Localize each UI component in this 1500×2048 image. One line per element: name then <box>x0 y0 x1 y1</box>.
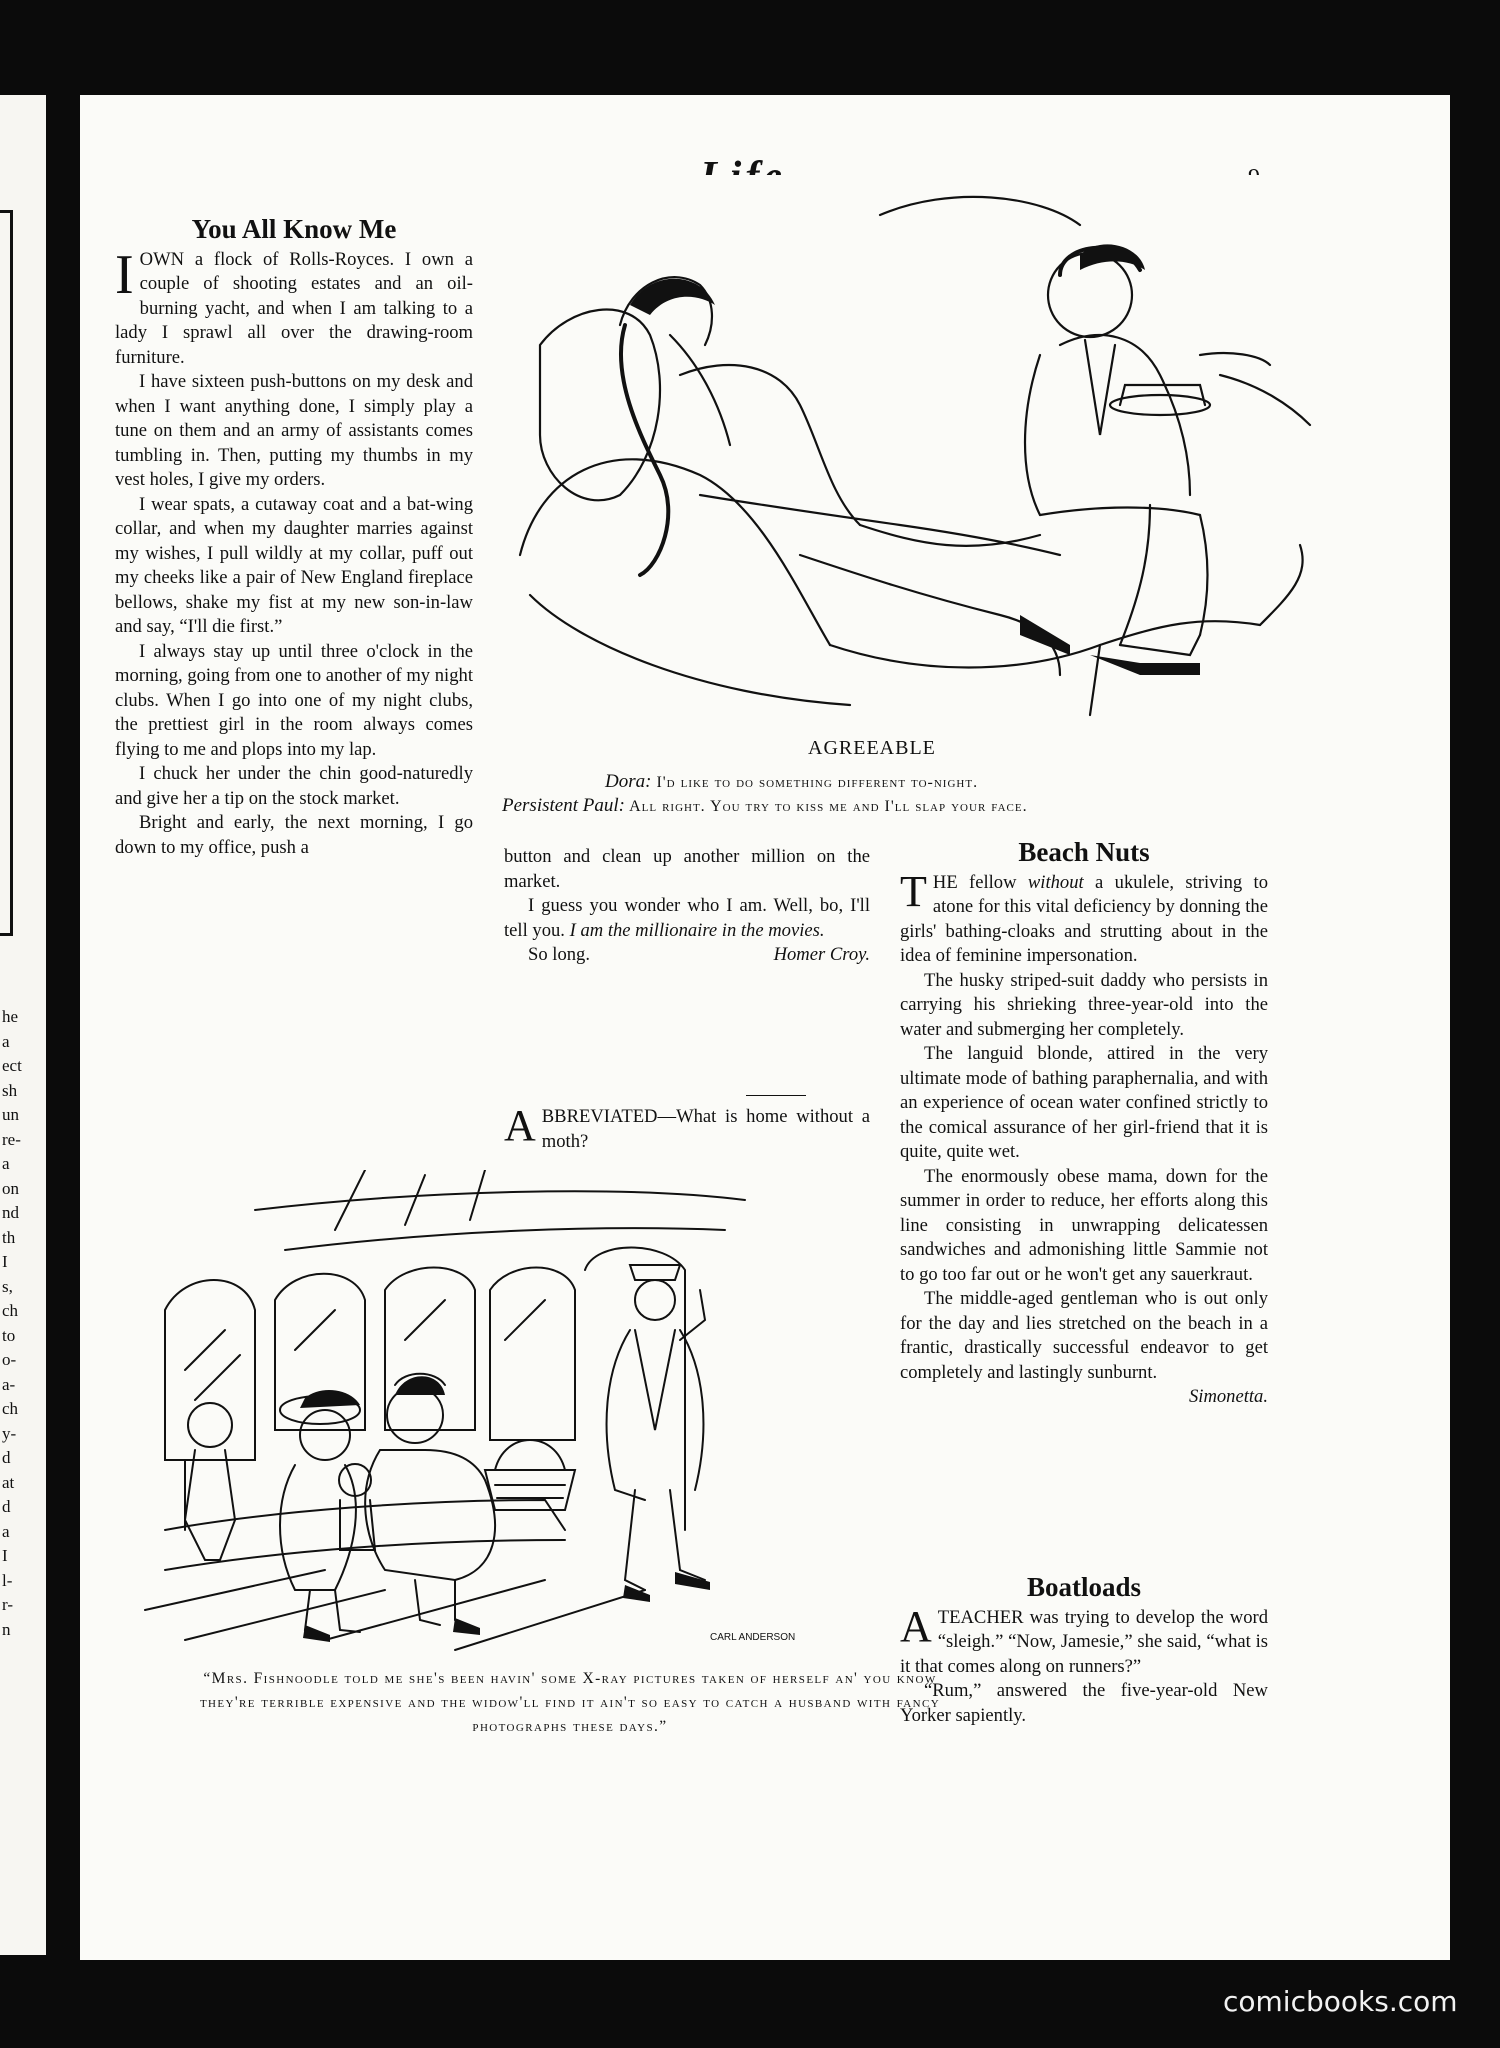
previous-page-fragment: ect <box>2 1056 22 1075</box>
previous-page-fragment: sh <box>2 1080 18 1100</box>
previous-page-fragment: I <box>2 1546 8 1565</box>
previous-page-frame <box>0 210 13 936</box>
divider <box>746 1095 806 1096</box>
article-paragraph: IOWN a flock of Rolls-Royces. I own a couple of shooting estates and an oil-burning yacht, and when I am talking to a lady I sprawl all over the drawing-room furniture. <box>115 243 473 368</box>
article-boatloads <box>900 1572 1268 1728</box>
caption-line-dora: Dora: I'd like to do something different to-night. <box>605 771 979 792</box>
previous-page-fragment: l- <box>2 1570 13 1590</box>
illustration-title: AGREEABLE <box>808 737 936 759</box>
article-paragraph: button and clean up another million on the market. <box>504 846 870 892</box>
page-number: 9 <box>1248 165 1260 191</box>
article-paragraph: I guess you wonder who I am. Well, bo, I'll tell you. I am the millionaire in the movies. <box>504 895 870 941</box>
drop-cap: T <box>900 866 927 916</box>
previous-page-fragment: r- <box>2 1595 13 1614</box>
article-signoff: So long. Homer Croy. <box>528 944 870 965</box>
article-title: You All Know Me <box>191 214 397 244</box>
previous-page-fragment: a- <box>2 1374 16 1394</box>
article-you-all-know-me <box>115 214 473 860</box>
previous-page-fragment: d <box>2 1448 11 1467</box>
article-paragraph: I wear spats, a cutaway coat and a bat-wing collar, and when my daughter marries against my wishes, I pull wildly at my collar, puff out my cheeks like a pair of New England fireplace bellows, shake my fist at my new son-in-law and say, “I'll die first.” <box>115 493 473 637</box>
previous-page-fragment: ch <box>2 1301 19 1320</box>
previous-page-fragment: n <box>2 1619 11 1639</box>
drop-cap: A <box>504 1101 536 1150</box>
masthead: Life <box>700 154 786 200</box>
previous-page-fragment: at <box>2 1472 15 1492</box>
article-paragraph: The middle-aged gentleman who is out only for the day and lies stretched on the beach in a frantic, drastically successful endeavor to get completely and lastingly sunburnt. <box>900 1288 1268 1383</box>
previous-page-fragment: a <box>2 1031 10 1051</box>
article-beach-nuts <box>900 837 1269 1410</box>
previous-page-fragment: a <box>2 1154 10 1173</box>
previous-page-fragment: th <box>2 1227 16 1247</box>
previous-page-fragment: a <box>2 1521 10 1541</box>
article-paragraph: The husky striped-suit daddy who persists in carrying his shrieking three-year-old into the water and submerging her completely. <box>900 969 1268 1040</box>
article-paragraph: I always stay up until three o'clock in the morning, going from one to another of my night clubs. When I go into one of my night clubs, the prettiest girl in the room always comes flying to me and plops into my lap. <box>115 640 473 760</box>
previous-page-fragment: un <box>2 1105 19 1124</box>
previous-page-fragment: d <box>2 1497 11 1516</box>
previous-page-fragment: o- <box>2 1350 17 1369</box>
previous-page-fragment: I <box>2 1252 8 1271</box>
cartoon-caption: “Mrs. Fishnoodle told me she's been havin' some X-ray pictures taken of herself an' you know they're terrible expensive and the widow'll find it ain't so easy to catch a husband with fancy photographs these days.” <box>199 1670 941 1735</box>
cartoon-signature: CARL ANDERSON <box>710 1632 796 1643</box>
previous-page-fragment: he <box>2 1007 19 1026</box>
article-paragraph: THE fellow without a ukulele, striving to atone for this vital deficiency by donning the girls' bathing-cloaks and strutting about in the idea of feminine impersonation. <box>900 866 1269 966</box>
illustration-couple-on-sofa <box>500 175 1350 725</box>
article-paragraph: The languid blonde, attired in the very ultimate mode of bathing paraphernalia, and with an experience of ocean water confined strictly to the comical assurance of her girl-friend that it is quite, quite wet. <box>900 1043 1268 1162</box>
magazine-page <box>80 95 1450 1960</box>
article-paragraph: ATEACHER was trying to develop the word “sleigh.” “Now, Jamesie,” she said, “what is it that comes along on runners?” <box>900 1601 1268 1677</box>
article-paragraph: Bright and early, the next morning, I go down to my office, push a <box>115 812 473 858</box>
previous-page-fragment: s, <box>2 1276 13 1296</box>
abbreviated-text: BBREVIATED—What is home without a moth? <box>541 1106 870 1152</box>
article-title: Boatloads <box>1026 1572 1142 1602</box>
article-author: Simonetta. <box>1188 1386 1268 1407</box>
article-paragraph: “Rum,” answered the five-year-old New Yorker sapiently. <box>900 1680 1268 1726</box>
article-paragraph: The enormously obese mama, down for the summer in order to reduce, her efforts along this line consisting in unwrapping delicatessen sandwiches and admonishing little Sammie not to go too far out or he won't get any sauerkraut. <box>900 1165 1268 1285</box>
previous-page-fragment: re- <box>2 1129 21 1149</box>
previous-page-fragment: ch <box>2 1399 19 1418</box>
drop-cap: I <box>115 243 134 306</box>
article-paragraph: I chuck her under the chin good-naturedly and give her a tip on the stock market. <box>115 763 473 809</box>
previous-page-fragment: y- <box>2 1423 17 1443</box>
article-title: Beach Nuts <box>1018 837 1150 867</box>
article-continuation <box>504 845 870 968</box>
previous-page-edge <box>0 95 46 1955</box>
previous-page-fragment: nd <box>2 1203 19 1222</box>
drop-cap: A <box>900 1601 932 1651</box>
watermark: comicbooks.com <box>1223 1985 1458 2018</box>
abbreviated-item <box>504 1101 870 1154</box>
article-paragraph: I have sixteen push-buttons on my desk and when I want anything done, I simply play a tune on them and an army of assistants comes tumbling in. Then, putting my thumbs in my vest holes, I give my orders. <box>115 371 473 490</box>
previous-page-fragment: on <box>2 1178 19 1198</box>
previous-page-fragment: to <box>2 1325 16 1345</box>
caption-line-paul: Persistent Paul: All right. You try to kiss me and I'll slap your face. <box>502 795 1028 816</box>
cartoon-streetcar <box>125 1170 885 1660</box>
